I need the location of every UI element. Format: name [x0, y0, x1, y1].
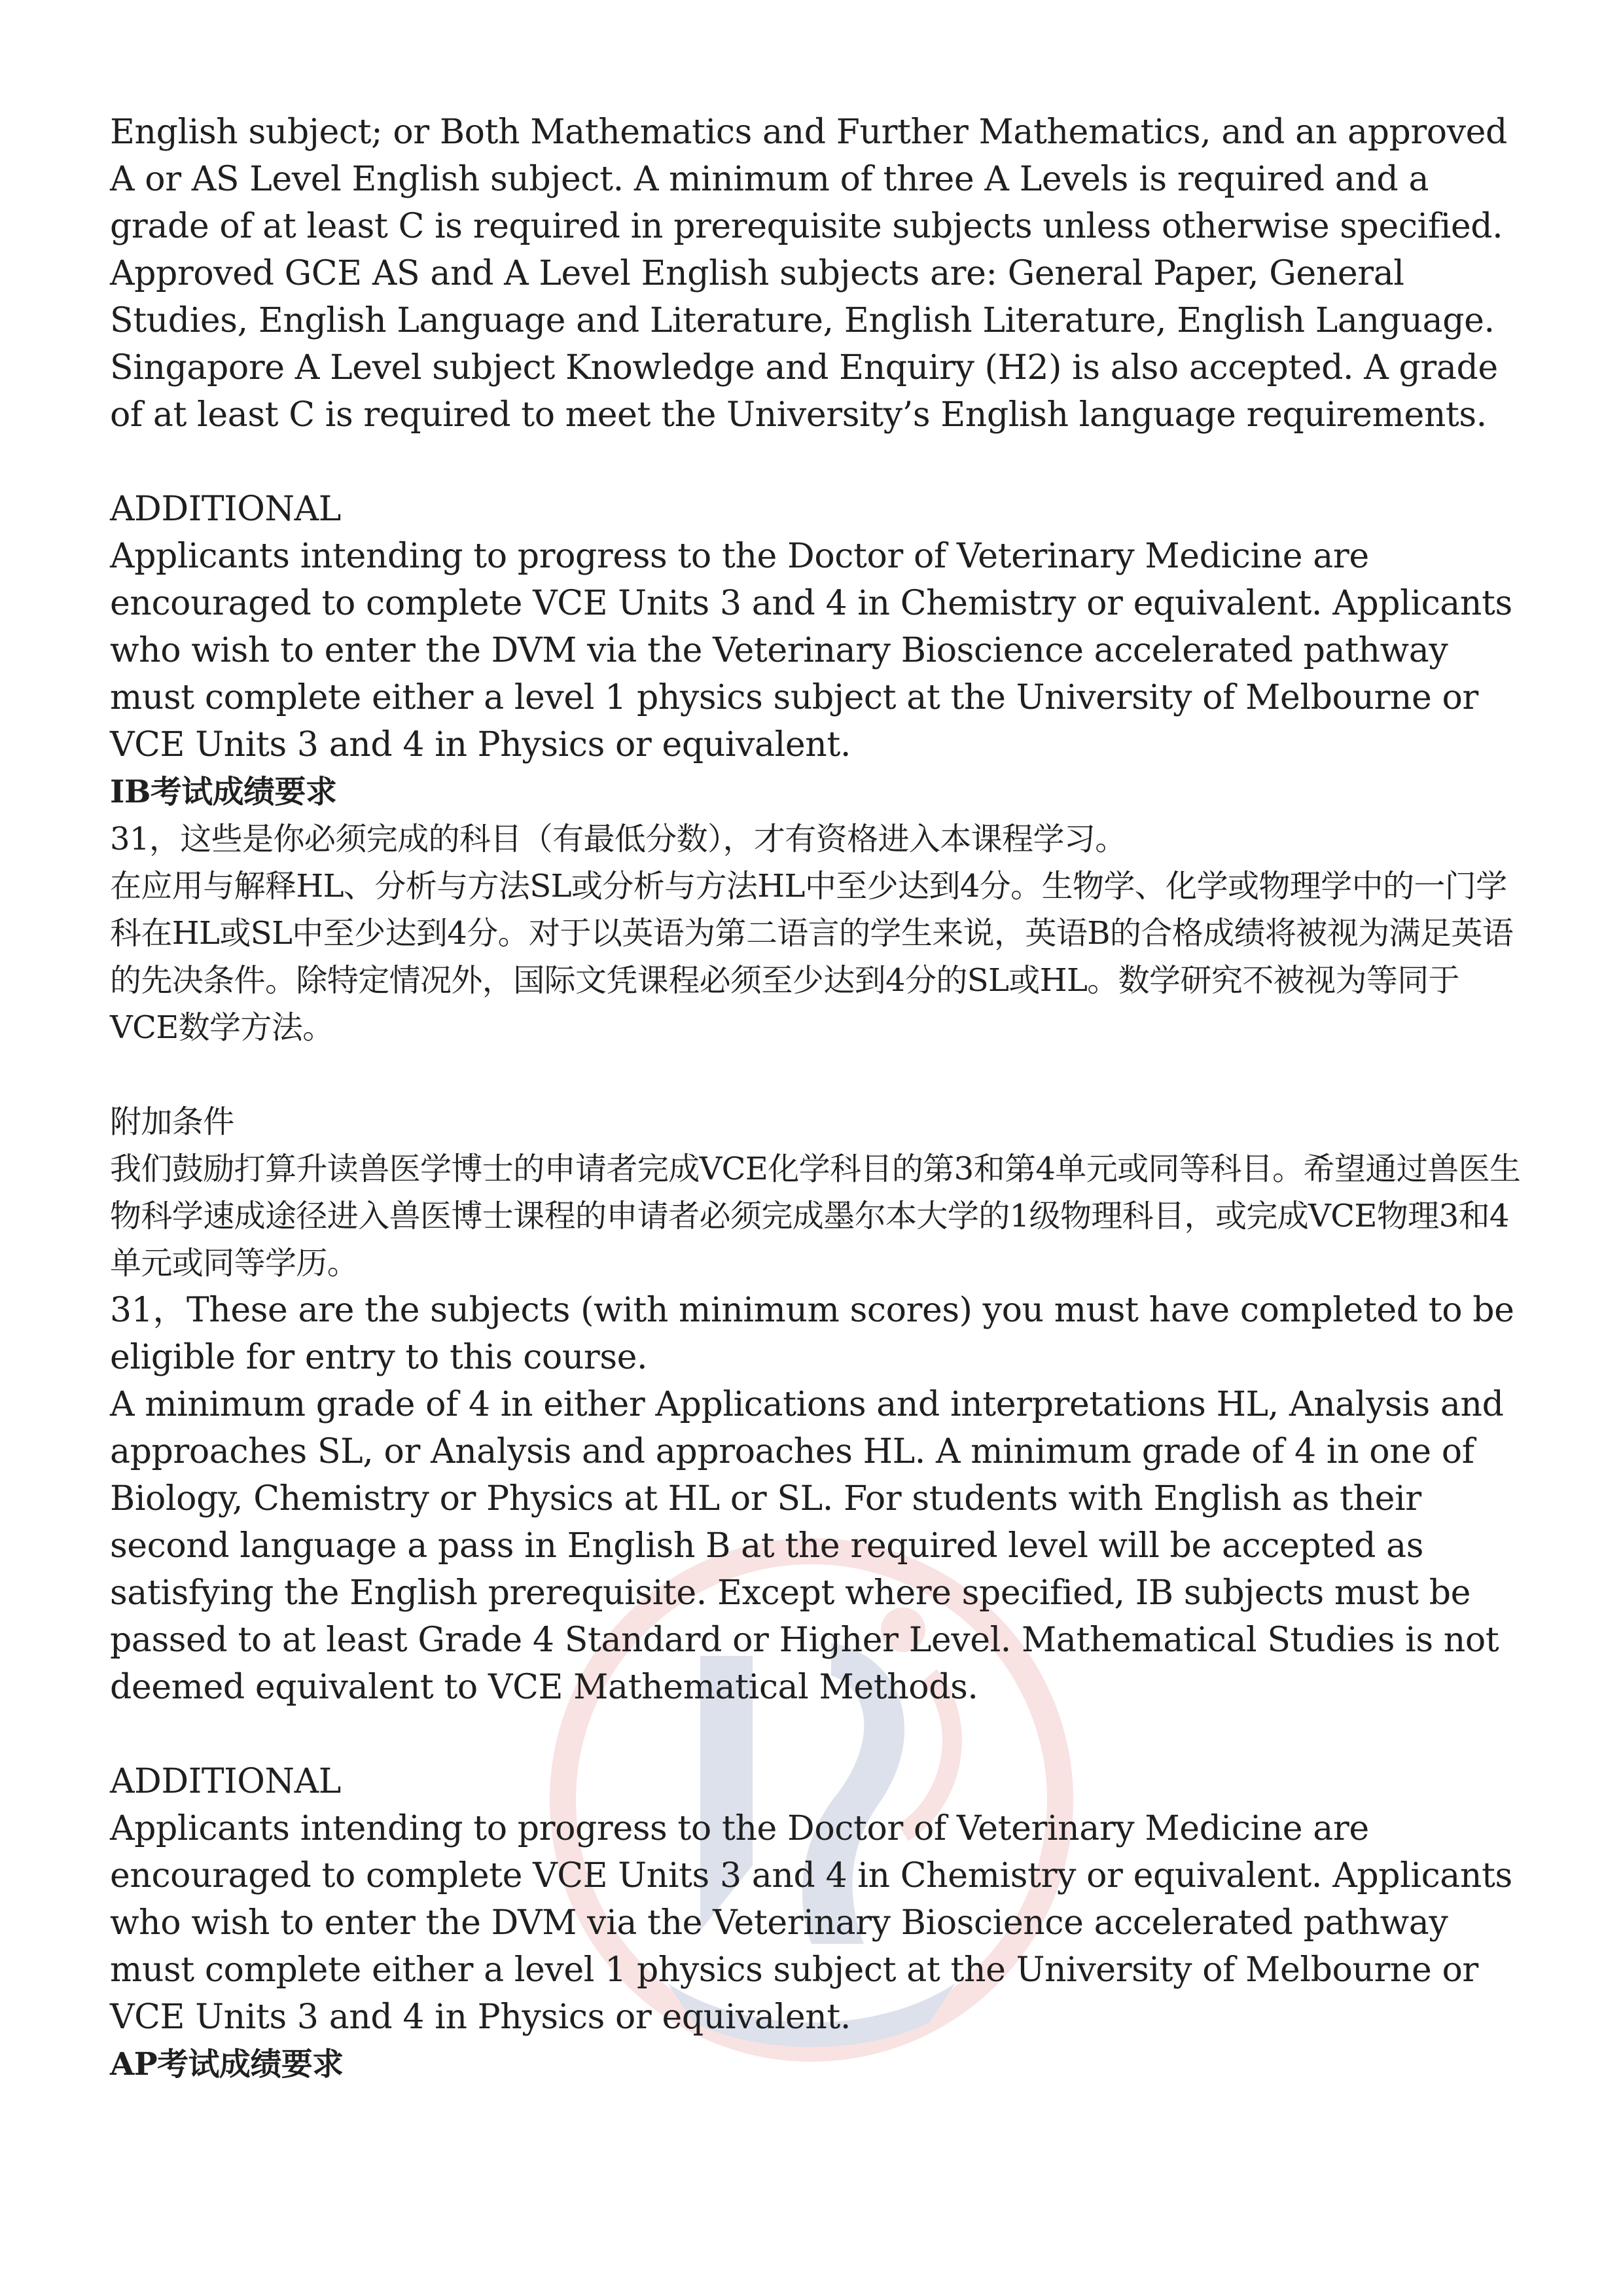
document-body — [110, 109, 1524, 2088]
spacer — [110, 1051, 1524, 1098]
cn-additional-text: 我们鼓励打算升读兽医学博士的申请者完成VCE化学科目的第3和第4单元或同等科目。希望通过兽医生物科学速成途径进入兽医博士课程的申请者必须完成墨尔本大学的1级物理科目，或完成VCE物理3和4单元或同等学历。 — [110, 1151, 1521, 1282]
additional-heading-1: ADDITIONAL — [110, 490, 341, 529]
ap-requirements-heading: AP考试成绩要求 — [110, 2046, 344, 2083]
additional-text-2: Applicants intending to progress to the Doctor of Veterinary Medicine are encouraged to complete VCE Units 3 and 4 in Chemistry or equivalent. Applicants who wish to enter the DVM via the Veterinary Bioscience accelerated pathway must complete either a level 1 physics subject at the University of Melbourne or VCE Units 3 and 4 in Physics or equivalent. — [110, 1809, 1512, 2037]
additional-text-1: Applicants intending to progress to the Doctor of Veterinary Medicine are encouraged to complete VCE Units 3 and 4 in Chemistry or equivalent. Applicants who wish to enter the DVM via the Veterinary Bioscience accelerated pathway must complete either a level 1 physics subject at the University of Melbourne or VCE Units 3 and 4 in Physics or equivalent. — [110, 537, 1512, 764]
cn-additional-heading: 附加条件 — [110, 1103, 234, 1140]
ib-en-intro: 31，These are the subjects (with minimum scores) you must have completed to be eligible for entry to this course. — [110, 1291, 1514, 1377]
ib-en-text: A minimum grade of 4 in either Applications and interpretations HL, Analysis and approaches SL, or Analysis and approaches HL. A minimum grade of 4 in one of Biology, Chemistry or Physics at HL or SL. For students with English as their second language a pass in English B at the required level will be accepted as satisfying the English prerequisite. Except where specified, IB subjects must be passed to at least Grade 4 Standard or Higher Level. Mathematical Studies is not deemed equivalent to VCE Mathematical Methods. — [110, 1385, 1504, 1707]
spacer — [110, 1711, 1524, 1758]
additional-heading-2: ADDITIONAL — [110, 1762, 341, 1801]
ib-cn-text: 在应用与解释HL、分析与方法SL或分析与方法HL中至少达到4分。生物学、化学或物理学中的一门学科在HL或SL中至少达到4分。对于以英语为第二语言的学生来说，英语B的合格成绩将被视为满足英语的先决条件。除特定情况外，国际文凭课程必须至少达到4分的SL或HL。数学研究不被视为等同于VCE数学方法。 — [110, 868, 1514, 1046]
ib-cn-intro: 31，这些是你必须完成的科目（有最低分数），才有资格进入本课程学习。 — [110, 821, 1126, 857]
ib-requirements-heading: IB考试成绩要求 — [110, 774, 337, 810]
spacer — [110, 439, 1524, 486]
paragraph-a-level-english: English subject; or Both Mathematics and Further Mathematics, and an approved A or AS Level English subject. A minimum of three A Levels is required and a grade of at least C is required in prerequisite subjects unless otherwise specified. Approved GCE AS and A Level English subjects are: General Paper, General Studies, English Language and Literature, English Literature, English Language. Singapore A Level subject Knowledge and Enquiry (H2) is also accepted. A grade of at least C is required to meet the University’s English language requirements. — [110, 113, 1507, 435]
